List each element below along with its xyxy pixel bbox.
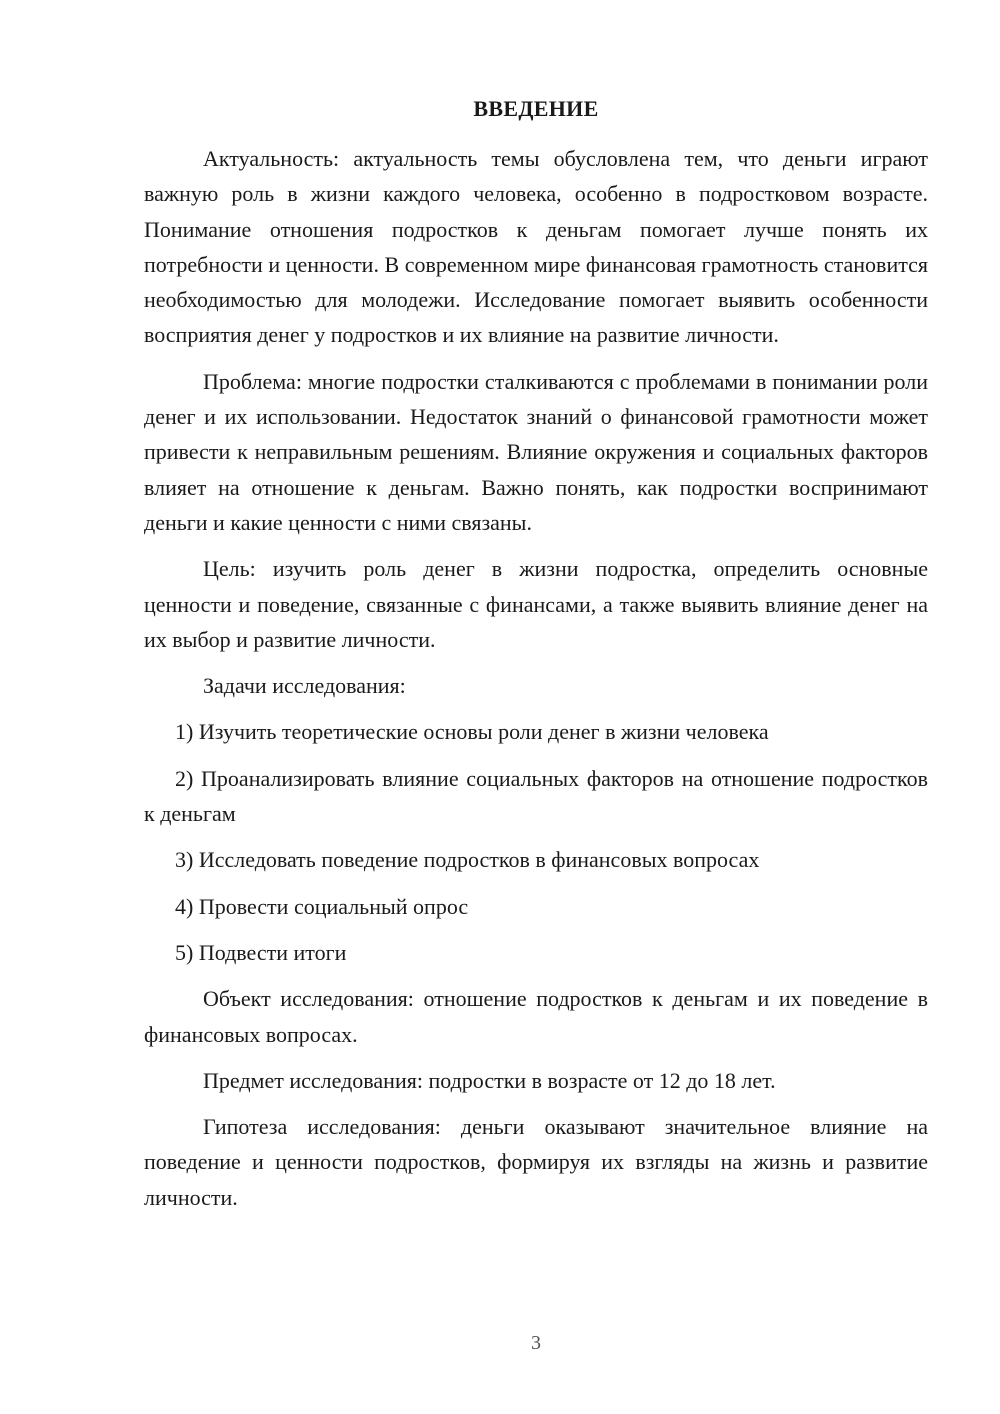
task-item-4: 4) Провести социальный опрос (175, 893, 469, 919)
paragraph-goal: Цель: изучить роль денег в жизни подростка, определить основные ценности и поведение, связанные с финансами, а также выявить влияние денег на их выбор и развитие личности. (144, 556, 928, 652)
paragraph-relevance: Актуальность: актуальность темы обусловлена тем, что деньги играют важную роль в жизни каждого человека, особенно в подростковом возрасте. Понимание отношения подростков к деньгам помогает лучше понять их потребности и ценности. В современном мире финансовая грамотность становится необходимостью для молодежи. Исследование помогает выявить особенности восприятия денег у подростков и их влияние на развитие личности. (144, 146, 928, 348)
paragraph-problem: Проблема: многие подростки сталкиваются с проблемами в понимании роли денег и их использовании. Недостаток знаний о финансовой грамотности может привести к неправильным решениям. Влияние окружения и социальных факторов влияет на отношение к деньгам. Важно понять, как подростки воспринимают деньги и какие ценности с ними связаны. (144, 368, 928, 535)
page-number: 3 (531, 1332, 541, 1354)
page-title: ВВЕДЕНИЕ (473, 96, 599, 121)
task-item-1: 1) Изучить теоретические основы роли денег в жизни человека (175, 719, 769, 745)
paragraph-subject: Предмет исследования: подростки в возрасте от 12 до 18 лет. (203, 1067, 776, 1093)
paragraph-hypothesis: Гипотеза исследования: деньги оказывают значительное влияние на поведение и ценности подростков, формируя их взгляды на жизнь и развитие личности. (144, 1114, 928, 1210)
paragraph-object: Объект исследования: отношение подростков к деньгам и их поведение в финансовых вопросах. (144, 986, 928, 1047)
task-item-2: 2) Проанализировать влияние социальных факторов на отношение подростков к деньгам (144, 765, 928, 827)
tasks-heading: Задачи исследования: (203, 673, 406, 699)
document-body (144, 141, 928, 1226)
task-item-3: 3) Исследовать поведение подростков в финансовых вопросах (175, 847, 760, 873)
task-item-5: 5) Подвести итоги (175, 939, 347, 965)
